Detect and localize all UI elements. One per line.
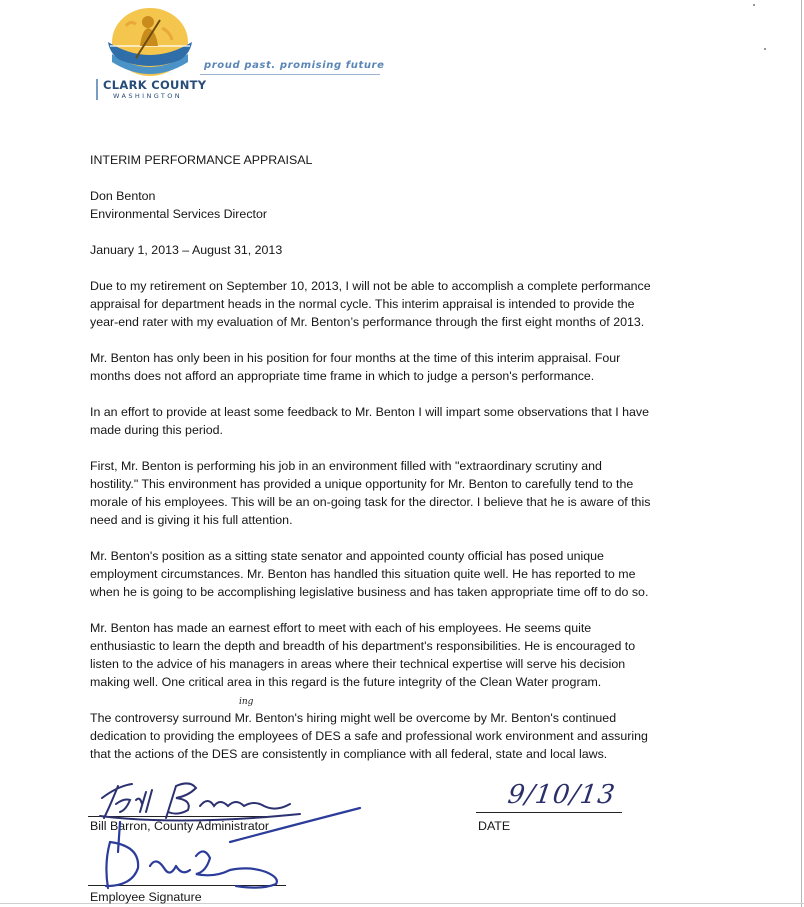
paragraph-line: dedication to providing the employees of DES a safe and professional work environment and assuring [90, 729, 648, 743]
paragraph-line: morale of his employees. This will be an on-going task for the director. I believe that he is aware of this [90, 495, 651, 509]
document-title: INTERIM PERFORMANCE APPRAISAL [90, 153, 313, 167]
paragraph-line: Due to my retirement on September 10, 2013, I will not be able to accomplish a complete performance [90, 279, 651, 293]
scan-edge-right [801, 0, 802, 907]
scan-speck [753, 4, 755, 6]
logo-tagline: proud past. promising future [204, 60, 385, 71]
paragraph-line: First, Mr. Benton is performing his job in an environment filled with "extraordinary scrutiny and [90, 459, 602, 473]
county-name: CLARK COUNTY [103, 78, 207, 92]
paragraph [90, 619, 750, 691]
paragraph [90, 457, 750, 529]
paragraph-line: listen to the advice of his managers in areas where their technical expertise will serve his decision [90, 657, 626, 671]
paragraph [90, 709, 750, 763]
date-label: DATE [478, 819, 511, 833]
administrator-signature [100, 783, 300, 820]
paragraph-line: The controversy surround Mr. Benton's hiring might well be overcome by Mr. Benton's continued [90, 711, 617, 725]
administrator-label: Bill Barron, County Administrator [90, 819, 270, 833]
administrator-signature-line [88, 816, 278, 817]
logo-divider [200, 74, 380, 75]
employee-name: Don Benton [90, 189, 156, 203]
paragraph-line: hostility." This environment has provided a unique opportunity for Mr. Benton to carefully tend to the [90, 477, 634, 491]
paragraph-line: that the actions of the DES are consistently in compliance with all federal, state and local laws. [90, 747, 608, 761]
date-signature-line [476, 812, 622, 813]
paragraph-line: when he is going to be accomplishing legislative business and has taken appropriate time off to do so. [90, 585, 649, 599]
canoe-emblem-icon [100, 2, 200, 82]
handwritten-date: 9/10/13 [505, 780, 618, 810]
county-wordmark [96, 79, 206, 100]
handwritten-insert-mark: ing [239, 697, 254, 707]
employee-signature-label: Employee Signature [90, 890, 202, 904]
paragraph [90, 349, 750, 385]
paragraph-line: making well. One critical area in this regard is the future integrity of the Clean Water program. [90, 675, 602, 689]
paragraph-line: months does not afford an appropriate time frame in which to judge a person's performance. [90, 369, 595, 383]
paragraph-line: made during this period. [90, 423, 223, 437]
paragraph-line: In an effort to provide at least some feedback to Mr. Benton I will impart some observations that I have [90, 405, 650, 419]
clark-county-logo [92, 2, 392, 102]
scan-speck [764, 48, 766, 50]
paragraph [90, 403, 750, 439]
paragraph-line: enthusiastic to learn the depth and breadth of his department's responsibilities. He is encouraged to [90, 639, 636, 653]
paragraph-line: need and is giving it his full attention. [90, 513, 293, 527]
paragraph-line: Mr. Benton's position as a sitting state senator and appointed county official has posed unique [90, 549, 604, 563]
paragraph-line: year-end rater with my evaluation of Mr. Benton’s performance through the first eight months of 2013. [90, 315, 645, 329]
paragraph-line: appraisal for department heads in the normal cycle. This interim appraisal is intended to provide the [90, 297, 635, 311]
appraisal-period: January 1, 2013 – August 31, 2013 [90, 243, 283, 257]
paragraph [90, 277, 750, 331]
employee-title: Environmental Services Director [90, 207, 267, 221]
paragraph-line: Mr. Benton has made an earnest effort to meet with each of his employees. He seems quite [90, 621, 592, 635]
employee-signature-line [88, 885, 286, 886]
paragraph-line: employment circumstances. Mr. Benton has handled this situation quite well. He has reported to me [90, 567, 636, 581]
paragraph [90, 547, 750, 601]
county-state: WASHINGTON [113, 92, 183, 100]
paragraph-line: Mr. Benton has only been in his position for four months at the time of this interim appraisal. Four [90, 351, 621, 365]
